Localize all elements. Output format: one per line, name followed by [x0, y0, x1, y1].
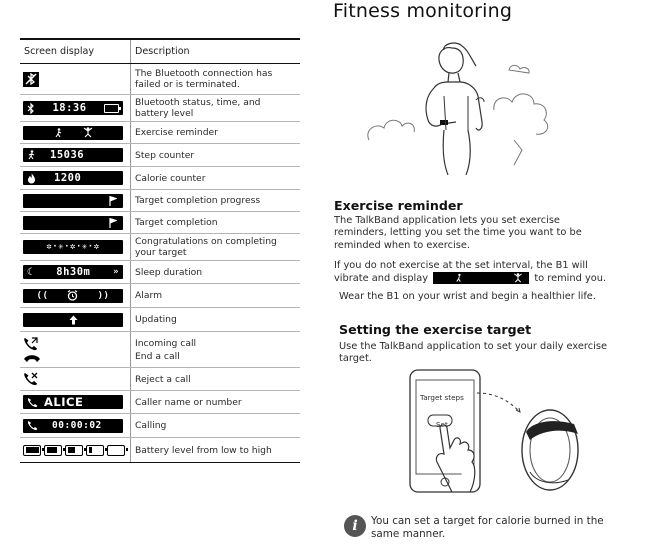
page-title: Fitness monitoring	[333, 0, 513, 22]
exercise-reminder-screen-inline	[433, 272, 529, 284]
row-description: Battery level from low to high	[130, 438, 300, 462]
exercise-reminder-heading: Exercise reminder	[334, 198, 463, 213]
table-row	[20, 167, 300, 190]
table-row	[20, 414, 300, 438]
battery-level-icon	[107, 445, 125, 456]
phone-target-steps-label: Target steps	[420, 392, 464, 404]
row-description: Step counter	[130, 144, 300, 166]
phone-set-button[interactable]: Set	[436, 420, 448, 429]
calorie-counter-screen	[23, 171, 123, 185]
alarm-screen	[23, 289, 123, 303]
row-description: Caller name or number	[130, 391, 300, 413]
vibrate-text-start: If you do not exercise at the set interval, the B1 will vibrate and display	[334, 260, 588, 285]
table-row	[20, 190, 300, 212]
battery-level-icon	[86, 445, 104, 456]
sleep-value: 8h30m	[56, 266, 91, 278]
end-call-icon	[23, 354, 41, 363]
table-row	[20, 261, 300, 284]
battery-icon	[104, 104, 119, 113]
walking-person-icon	[54, 128, 63, 138]
battery-level-icon	[23, 445, 41, 456]
battery-levels	[23, 445, 125, 456]
table-row	[20, 284, 300, 308]
table-row	[20, 332, 300, 368]
updating-screen	[23, 313, 123, 327]
bluetooth-icon	[27, 103, 35, 114]
row-description: Calling	[130, 414, 300, 437]
person-arms-up-icon	[513, 273, 523, 283]
table-row	[20, 368, 300, 391]
step-count: 15036	[50, 149, 85, 161]
setting-target-heading: Setting the exercise target	[339, 322, 532, 337]
caller-name-screen	[23, 395, 123, 409]
battery-level-icon	[44, 445, 62, 456]
woman-exercising-illustration	[364, 40, 554, 175]
step-counter-screen	[23, 148, 123, 162]
vibrate-left-icon: ((	[36, 290, 49, 301]
exercise-reminder-vibrate-paragraph	[334, 260, 614, 286]
info-icon: i	[344, 515, 366, 537]
row-description: Incoming call	[135, 337, 197, 349]
note-text: You can set a target for calorie burned in the same manner.	[371, 515, 604, 540]
row-description: Sleep duration	[130, 261, 300, 283]
congratulations-screen	[23, 240, 123, 254]
moon-icon: ☾	[27, 266, 34, 278]
table-row	[20, 438, 300, 463]
vibrate-right-icon: ))	[97, 290, 110, 301]
phone-icon	[27, 397, 38, 408]
table-header	[20, 40, 300, 64]
status-time: 18:36	[52, 102, 87, 114]
reject-call-icon	[23, 372, 38, 386]
row-description: Target completion	[130, 212, 300, 233]
vibrate-text-end: to remind you.	[534, 273, 607, 285]
up-arrow-icon	[69, 315, 78, 325]
row-description: Exercise reminder	[130, 122, 300, 143]
row-description: Reject a call	[130, 368, 300, 390]
calling-screen	[23, 419, 123, 433]
alarm-clock-icon	[67, 290, 78, 301]
table-row	[20, 212, 300, 234]
header-screen-display: Screen display	[24, 46, 95, 57]
exercise-reminder-screen	[23, 126, 123, 140]
row-description: Target completion progress	[130, 190, 300, 211]
table-row	[20, 64, 300, 95]
row-description: Updating	[130, 308, 300, 331]
phone-icon	[27, 420, 38, 431]
flame-icon	[27, 173, 36, 184]
table-row	[20, 234, 300, 261]
battery-level-icon	[65, 445, 83, 456]
row-description: Calorie counter	[130, 167, 300, 189]
arrow-right-icon: »	[113, 267, 119, 277]
wear-b1-paragraph: Wear the B1 on your wrist and begin a healthier life.	[339, 291, 596, 302]
header-description: Description	[130, 40, 300, 63]
target-completion-screen	[23, 216, 123, 230]
row-description: The Bluetooth connection has failed or is terminated.	[130, 64, 300, 94]
caller-name: ALICE	[44, 395, 84, 409]
table-row	[20, 391, 300, 414]
fireworks-icon: ✲·✳·✲·✳·✲	[46, 242, 100, 252]
setting-target-paragraph: Use the TalkBand application to set your daily exercise target.	[339, 341, 607, 365]
table-row	[20, 144, 300, 167]
row-description: Alarm	[130, 284, 300, 307]
phone-and-band-illustration	[402, 362, 592, 497]
screen-display-table	[20, 38, 300, 463]
flag-icon	[109, 196, 117, 206]
person-arms-up-icon	[83, 127, 93, 138]
running-person-icon	[27, 150, 36, 160]
status-screen	[23, 101, 123, 115]
table-row	[20, 122, 300, 144]
row-description-secondary: End a call	[135, 350, 180, 362]
target-progress-screen	[23, 194, 123, 208]
table-row	[20, 95, 300, 122]
row-description: Bluetooth status, time, and battery level	[130, 95, 300, 121]
call-timer: 00:00:02	[52, 420, 102, 431]
incoming-call-icon	[23, 337, 38, 351]
table-row	[20, 308, 300, 332]
row-description: Congratulations on completing your target	[130, 234, 300, 260]
walking-person-icon	[455, 273, 463, 283]
exercise-reminder-paragraph: The TalkBand application lets you set exercise reminders, letting you set the time you want to be reminded when to exercise.	[334, 215, 582, 251]
flag-icon	[109, 218, 117, 228]
bluetooth-disconnected-icon	[23, 72, 39, 87]
calorie-count: 1200	[54, 172, 82, 184]
sleep-duration-screen	[23, 265, 123, 279]
